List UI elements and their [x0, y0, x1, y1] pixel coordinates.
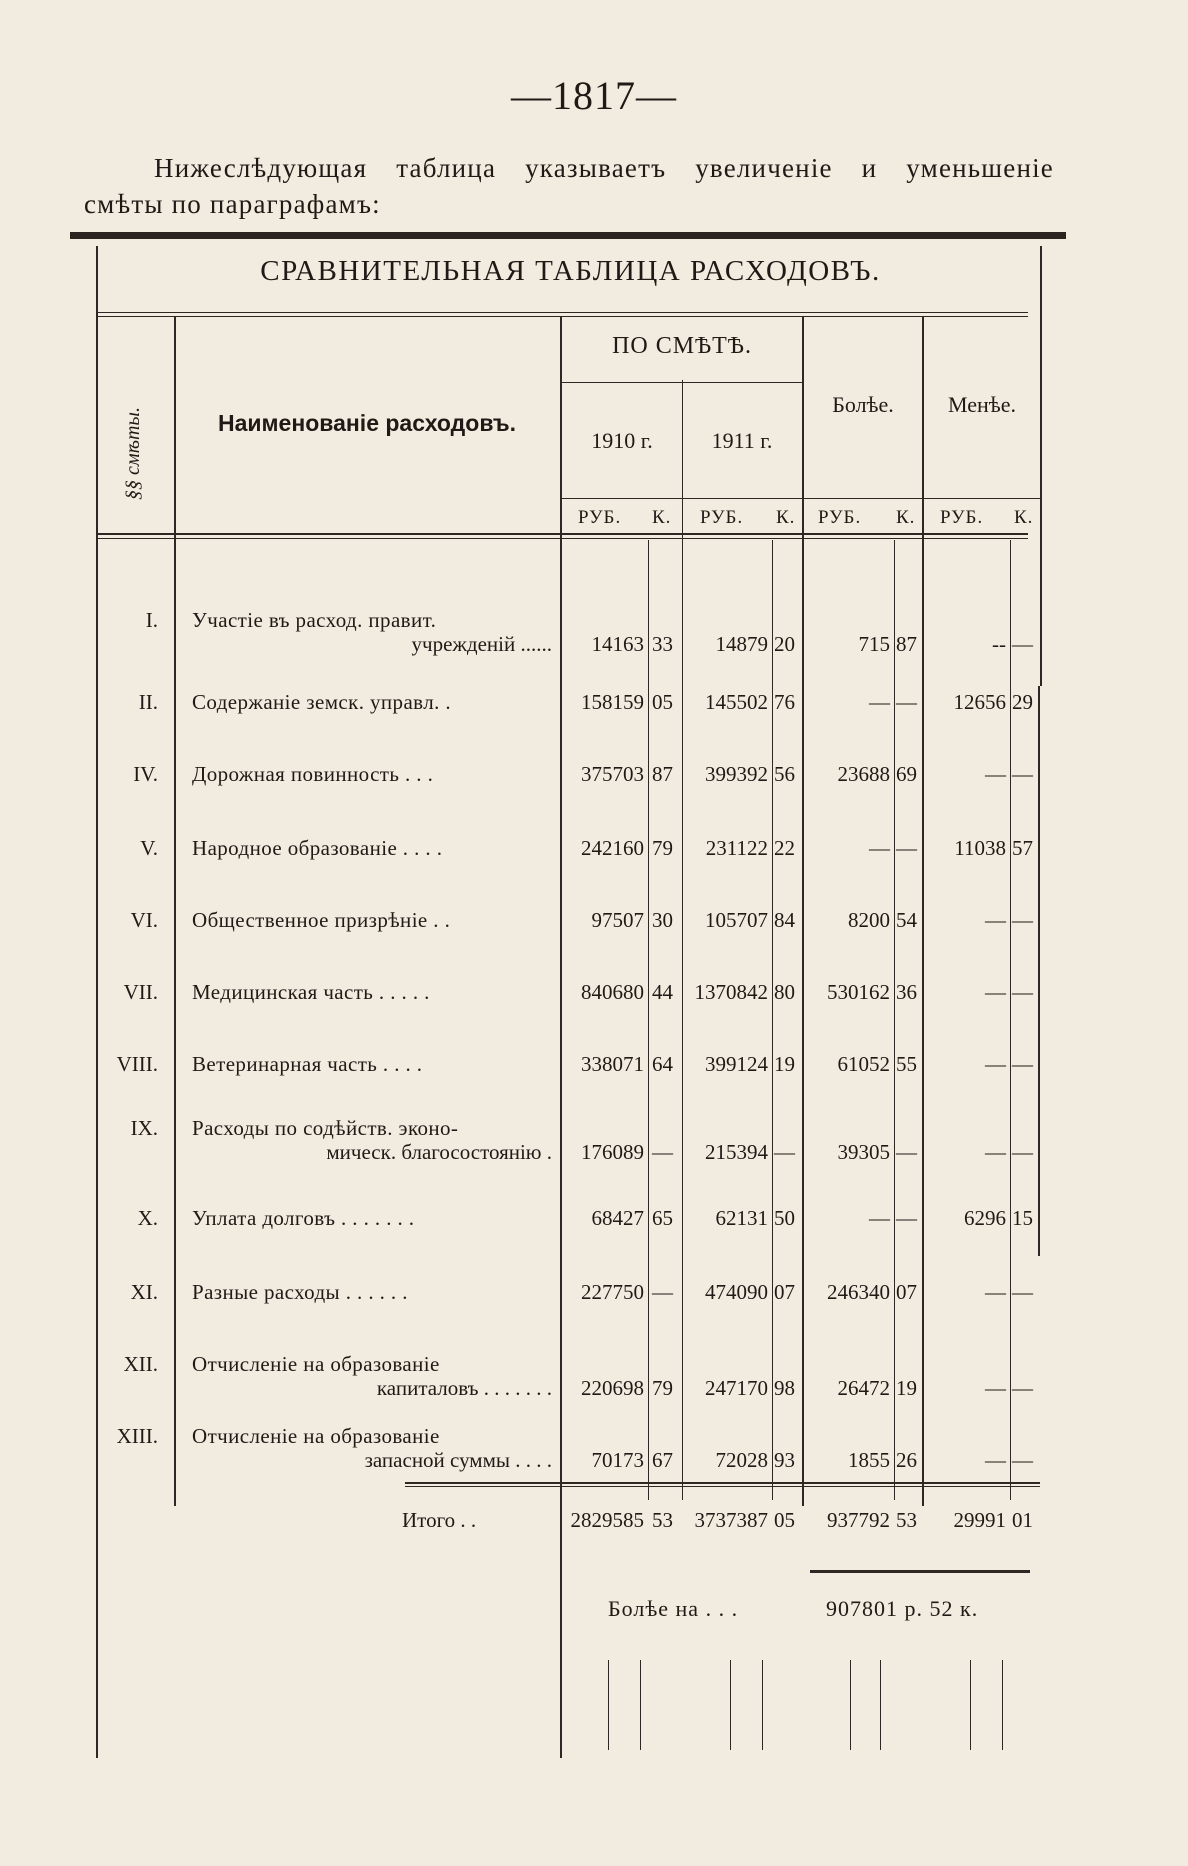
row-rb: 61052 — [837, 1052, 890, 1076]
row-r1910: 840680 — [581, 980, 644, 1004]
row-r1911: 247170 — [705, 1376, 768, 1400]
row-para: I. — [145, 608, 158, 632]
row-r1911: 105707 — [705, 908, 768, 932]
row-k1911: 80 — [774, 980, 795, 1004]
row-k1911: 20 — [774, 632, 795, 656]
row-km: 57 — [1012, 836, 1033, 860]
total-km: 01 — [1012, 1508, 1033, 1532]
row-name-line2: капиталовъ . . . . . . . — [376, 1376, 552, 1400]
row-name-line1: Расходы по содѣйств. эконо- — [192, 1116, 459, 1140]
total-r1911: 3737387 — [694, 1508, 768, 1532]
row-name-line1: Общественное призрѣніе . . — [192, 908, 451, 932]
row-rb: 39305 — [837, 1140, 890, 1164]
row-kb: — — [896, 836, 917, 860]
row-rb: 23688 — [837, 762, 890, 786]
row-k1911: 56 — [774, 762, 795, 786]
row-kb: 69 — [896, 762, 917, 786]
row-r1911: 399392 — [705, 762, 768, 786]
row-r1910: 220698 — [581, 1376, 644, 1400]
row-k1910: 64 — [652, 1052, 673, 1076]
header-bolee: Болѣе. — [832, 392, 894, 417]
row-para: IV. — [133, 762, 158, 786]
row-para: XIII. — [116, 1424, 158, 1448]
row-r1910: 70173 — [591, 1448, 644, 1472]
row-kb: 19 — [896, 1376, 917, 1400]
page-number: —1817— — [511, 73, 677, 118]
row-rb: 8200 — [848, 908, 890, 932]
row-name-line1: Отчисленіе на образованіе — [192, 1352, 440, 1376]
row-rm: — — [985, 762, 1006, 786]
row-k1910: 67 — [652, 1448, 673, 1472]
row-name-line1: Ветеринарная часть . . . . — [192, 1052, 423, 1076]
header-para: §§ смѣты. — [122, 407, 144, 500]
row-name-line2: учрежденій ...... — [411, 632, 552, 656]
unit-rub-1910: РУБ. — [578, 507, 622, 528]
row-para: VIII. — [116, 1052, 158, 1076]
row-r1911: 399124 — [705, 1052, 768, 1076]
row-kb: 26 — [896, 1448, 917, 1472]
row-rm: — — [985, 1052, 1006, 1076]
row-km: — — [1012, 1140, 1033, 1164]
row-para: XII. — [123, 1352, 158, 1376]
row-r1911: 215394 — [705, 1140, 768, 1164]
row-k1911: 93 — [774, 1448, 795, 1472]
row-km: — — [1012, 762, 1033, 786]
row-r1910: 97507 — [591, 908, 644, 932]
row-rm: — — [985, 1376, 1006, 1400]
row-kb: 55 — [896, 1052, 917, 1076]
total-k1910: 53 — [652, 1508, 673, 1532]
header-menee: Менѣе. — [947, 392, 1017, 417]
row-r1910: 338071 — [581, 1052, 644, 1076]
row-r1910: 68427 — [591, 1206, 644, 1230]
row-para: IX. — [130, 1116, 158, 1140]
row-rm: 12656 — [953, 690, 1006, 714]
row-name-line1: Участіе въ расход. правит. — [192, 608, 437, 632]
row-r1911: 145502 — [705, 690, 768, 714]
header-1910: 1910 г. — [591, 428, 653, 453]
row-para: XI. — [130, 1280, 158, 1304]
row-km: 29 — [1012, 690, 1033, 714]
total-kb: 53 — [896, 1508, 917, 1532]
row-r1910: 176089 — [581, 1140, 644, 1164]
row-name-line1: Разные расходы . . . . . . — [192, 1280, 408, 1304]
row-k1910: — — [652, 1140, 673, 1164]
row-rm: — — [985, 908, 1006, 932]
row-name-line1: Дорожная повинность . . . — [192, 762, 434, 786]
row-km: — — [1012, 980, 1033, 1004]
unit-rub-menee: РУБ. — [940, 507, 984, 528]
row-rm: — — [985, 1448, 1006, 1472]
unit-rub-1911: РУБ. — [700, 507, 744, 528]
row-r1911: 474090 — [705, 1280, 768, 1304]
row-rb: — — [869, 1206, 890, 1230]
row-k1911: 76 — [774, 690, 795, 714]
row-kb: 54 — [896, 908, 917, 932]
row-rb: — — [869, 836, 890, 860]
row-kb: — — [896, 1206, 917, 1230]
row-name-line1: Народное образованіе . . . . — [192, 836, 443, 860]
row-rb: — — [869, 690, 890, 714]
row-k1910: 65 — [652, 1206, 673, 1230]
row-para: X. — [137, 1206, 158, 1230]
row-k1910: 44 — [652, 980, 673, 1004]
row-km: — — [1012, 908, 1033, 932]
row-r1910: 14163 — [591, 632, 644, 656]
row-km: — — [1012, 1280, 1033, 1304]
row-k1910: 79 — [652, 1376, 673, 1400]
row-name-line1: Медицинская часть . . . . . — [192, 980, 430, 1004]
row-name-line2: мическ. благосостоянію . — [326, 1140, 552, 1164]
row-k1911: 22 — [774, 836, 795, 860]
row-para: VII. — [123, 980, 158, 1004]
row-rb: 1855 — [848, 1448, 890, 1472]
row-k1911: 07 — [774, 1280, 795, 1304]
unit-kop-menee: К. — [1014, 507, 1034, 528]
row-r1911: 231122 — [705, 836, 768, 860]
row-name-line1: Содержаніе земск. управл. . — [192, 690, 452, 714]
total-r1910: 2829585 — [570, 1508, 644, 1532]
row-k1910: 79 — [652, 836, 673, 860]
row-k1910: 87 — [652, 762, 673, 786]
unit-rub-bolee: РУБ. — [818, 507, 862, 528]
intro-paragraph — [84, 150, 1054, 222]
intro-line-2: смѣты по параграфамъ: — [84, 189, 381, 219]
row-km: — — [1012, 632, 1033, 656]
total-k1911: 05 — [774, 1508, 795, 1532]
row-para: VI. — [130, 908, 158, 932]
row-r1911: 62131 — [715, 1206, 768, 1230]
row-rm: — — [985, 980, 1006, 1004]
row-km: 15 — [1012, 1206, 1033, 1230]
row-km: — — [1012, 1448, 1033, 1472]
row-rb: 530162 — [827, 980, 890, 1004]
unit-kop-1910: К. — [652, 507, 672, 528]
row-rm: — — [985, 1280, 1006, 1304]
row-rb: 26472 — [837, 1376, 890, 1400]
row-para: V. — [140, 836, 158, 860]
summary-value: 907801 р. 52 к. — [826, 1596, 979, 1621]
row-r1911: 72028 — [715, 1448, 768, 1472]
row-k1911: 19 — [774, 1052, 795, 1076]
row-k1911: 98 — [774, 1376, 795, 1400]
row-name-line2: запасной суммы . . . . — [364, 1448, 552, 1472]
row-name-line1: Отчисленіе на образованіе — [192, 1424, 440, 1448]
row-k1910: 33 — [652, 632, 673, 656]
row-rm: 11038 — [954, 836, 1006, 860]
row-k1911: 84 — [774, 908, 795, 932]
row-r1910: 158159 — [581, 690, 644, 714]
row-r1910: 227750 — [581, 1280, 644, 1304]
row-kb: 36 — [896, 980, 917, 1004]
row-r1911: 1370842 — [694, 980, 768, 1004]
row-km: — — [1012, 1052, 1033, 1076]
row-rm: — — [985, 1140, 1006, 1164]
row-r1910: 375703 — [581, 762, 644, 786]
total-rb: 937792 — [827, 1508, 890, 1532]
row-k1911: — — [774, 1140, 795, 1164]
row-name-line1: Уплата долговъ . . . . . . . — [192, 1206, 415, 1230]
row-k1910: 05 — [652, 690, 673, 714]
unit-kop-bolee: К. — [896, 507, 916, 528]
header-1911: 1911 г. — [711, 428, 773, 453]
row-kb: — — [896, 690, 917, 714]
row-k1910: — — [652, 1280, 673, 1304]
row-rb: 715 — [858, 632, 890, 656]
row-rb: 246340 — [827, 1280, 890, 1304]
row-k1911: 50 — [774, 1206, 795, 1230]
header-name: Наименованіе расходовъ. — [218, 410, 517, 436]
row-rm: -- — [992, 632, 1006, 656]
header-po-smete: ПО СМѢТѢ. — [612, 333, 752, 359]
row-kb: 87 — [896, 632, 917, 656]
summary-label: Болѣе на . . . — [608, 1596, 739, 1621]
row-kb: 07 — [896, 1280, 917, 1304]
top-rule — [70, 232, 1066, 239]
row-k1910: 30 — [652, 908, 673, 932]
intro-line-1: Нижеслѣдующая таблица указываетъ увеличеніе и уменьшеніе — [154, 153, 1054, 183]
row-r1910: 242160 — [581, 836, 644, 860]
total-rm: 29991 — [953, 1508, 1006, 1532]
unit-kop-1911: К. — [776, 507, 796, 528]
row-km: — — [1012, 1376, 1033, 1400]
row-r1911: 14879 — [715, 632, 768, 656]
total-label: Итого . . — [402, 1508, 477, 1532]
table-title: СРАВНИТЕЛЬНАЯ ТАБЛИЦА РАСХОДОВЪ. — [260, 255, 881, 287]
row-rm: 6296 — [964, 1206, 1006, 1230]
row-para: II. — [138, 690, 158, 714]
row-kb: — — [896, 1140, 917, 1164]
